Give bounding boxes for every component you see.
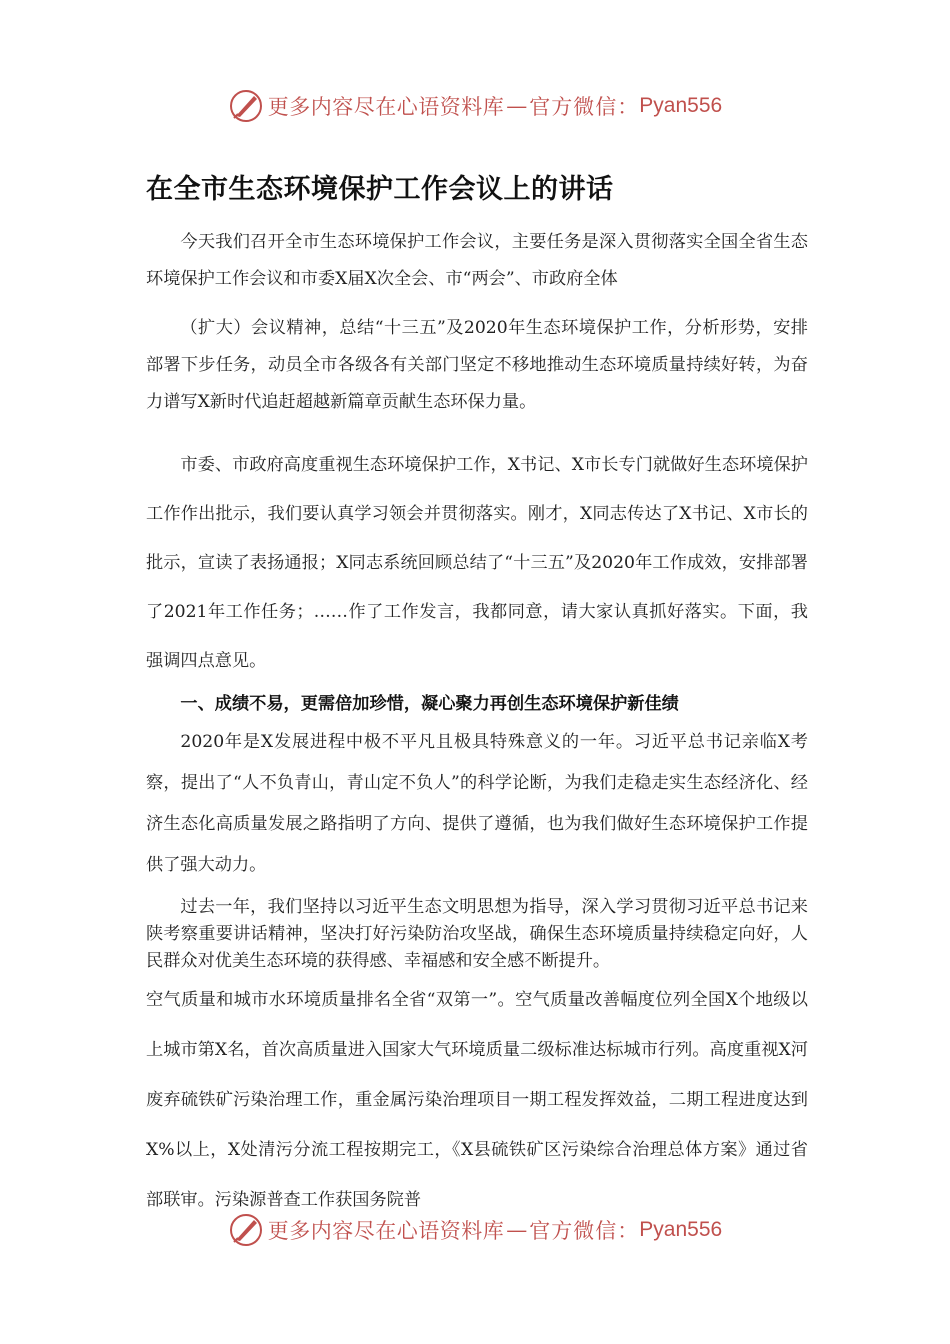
banner-brand: 更多内容尽在心语资料库: [267, 1219, 505, 1243]
banner-wechat-label: 官方微信：: [529, 1219, 640, 1243]
paragraph-2020: 2020年是X发展进程中极不平凡且极具特殊意义的一年。习近平总书记亲临X考察，提出了“人不负青山，青山定不负人”的科学论断，为我们走稳走实生态经济化、经济生态化高质量发展之路指明了方向、提供了遵循，也为我们做好生态环境保护工作提供了强大动力。: [146, 732, 808, 875]
document-body: [146, 170, 808, 1225]
banner-brand: 更多内容尽在心语资料库: [267, 95, 505, 119]
paragraph-intro-part2: （扩大）会议精神，总结“十三五”及2020年生态环境保护工作，分析形势，安排部署下步任务，动员全市各级各有关部门坚定不移地推动生态环境质量持续好转，为奋力谱写X新时代追赶超越新篇章贡献生态环保力量。: [146, 318, 808, 412]
banner-wechat-label: 官方微信：: [529, 95, 640, 119]
banner-wechat-id: Pyan556: [639, 1218, 723, 1241]
paragraph-past-year: 过去一年，我们坚持以习近平生态文明思想为指导，深入学习贯彻习近平总书记来陕考察重要讲话精神，坚决打好污染防治攻坚战，确保生态环境质量持续稳定向好，人民群众对优美生态环境的获得感、幸福感和安全感不断提升。: [146, 897, 808, 971]
paragraph-intro-part1: 今天我们召开全市生态环境保护工作会议，主要任务是深入贯彻落实全国全省生态环境保护工作会议和市委X届X次全会、市“两会”、市政府全体: [146, 232, 808, 289]
paragraph-instructions: 市委、市政府高度重视生态环境保护工作，X书记、X市长专门就做好生态环境保护工作作出批示，我们要认真学习领会并贯彻落实。刚才，X同志传达了X书记、X市长的批示，宣读了表扬通报；X同志系统回顾总结了“十三五”及2020年工作成效，安排部署了2021年工作任务；……作了工作发言，我都同意，请大家认真抓好落实。下面，我强调四点意见。: [146, 455, 808, 671]
quill-pen-icon: [228, 1212, 264, 1248]
banner-separator: —: [506, 1218, 528, 1242]
header-banner: [0, 86, 950, 126]
paragraph-air-quality: 空气质量和城市水环境质量排名全省“双第一”。空气质量改善幅度位列全国X个地级以上城市第X名，首次高质量进入国家大气环境质量二级标准达标城市行列。高度重视X河废弃硫铁矿污染治理工作，重金属污染治理项目一期工程发挥效益，二期工程进度达到X%以上，X处清污分流工程按期完工，《X县硫铁矿区污染综合治理总体方案》通过省部联审。污染源普查工作获国务院普: [146, 990, 808, 1210]
footer-banner: [0, 1210, 950, 1250]
document-title: 在全市生态环境保护工作会议上的讲话: [146, 174, 614, 205]
banner-separator: —: [506, 94, 528, 118]
section-heading-1: 一、成绩不易，更需倍加珍惜，凝心聚力再创生态环境保护新佳绩: [180, 694, 679, 714]
paragraph-intro: [146, 224, 808, 421]
banner-wechat-id: Pyan556: [639, 94, 723, 117]
quill-pen-icon: [228, 88, 264, 124]
